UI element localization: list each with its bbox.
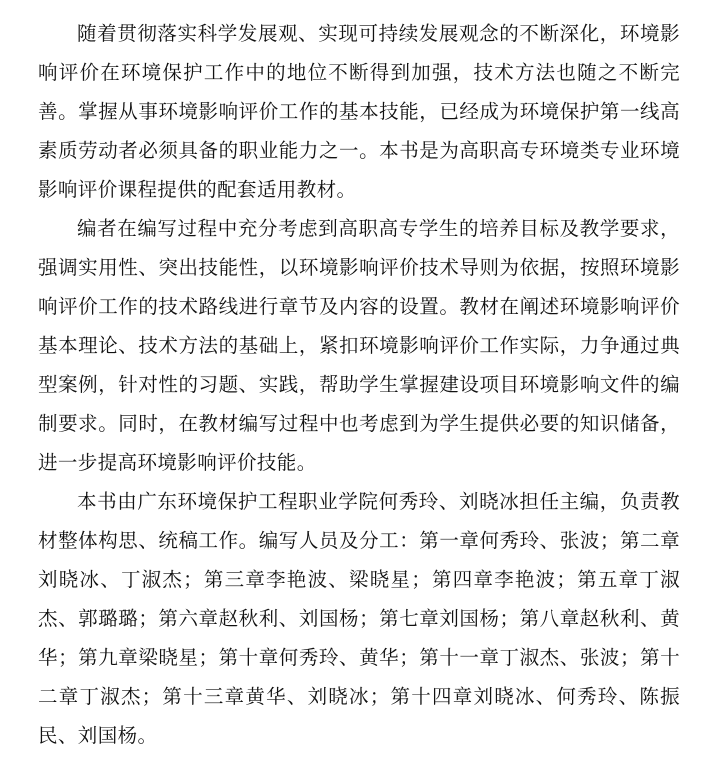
paragraph-2: 编者在编写过程中充分考虑到高职高专学生的培养目标及教学要求，强调实用性、突出技能性，以环境影响评价技术导则为依据，按照环境影响评价工作的技术路线进行章节及内容的设置。教材在阐述环境影响评价基本理论、技术方法的基础上，紧扣环境影响评价工作实际，力争通过典型案例，针对性的习题、实践，帮助学生掌握建设项目环境影响文件的编制要求。同时，在教材编写过程中也考虑到为学生提供必要的知识储备，进一步提高环境影响评价技能。 xyxy=(38,217,680,474)
paragraph-3: 本书由广东环境保护工程职业学院何秀玲、刘晓冰担任主编，负责教材整体构思、统稿工作。编写人员及分工：第一章何秀玲、张波；第二章刘晓冰、丁淑杰；第三章李艳波、梁晓星；第四章李艳波；第五章丁淑杰、郭璐璐；第六章赵秋利、刘国杨；第七章刘国杨；第八章赵秋利、黄华；第九章梁晓星；第十章何秀玲、黄华；第十一章丁淑杰、张波；第十二章丁淑杰；第十三章黄华、刘晓冰；第十四章刘晓冰、何秀玲、陈振民、刘国杨。 xyxy=(38,490,680,747)
document-body xyxy=(38,14,680,755)
paragraph-1: 随着贯彻落实科学发展观、实现可持续发展观念的不断深化，环境影响评价在环境保护工作中的地位不断得到加强，技术方法也随之不断完善。掌握从事环境影响评价工作的基本技能，已经成为环境保护第一线高素质劳动者必须具备的职业能力之一。本书是为高职高专环境类专业环境影响评价课程提供的配套适用教材。 xyxy=(38,22,680,201)
